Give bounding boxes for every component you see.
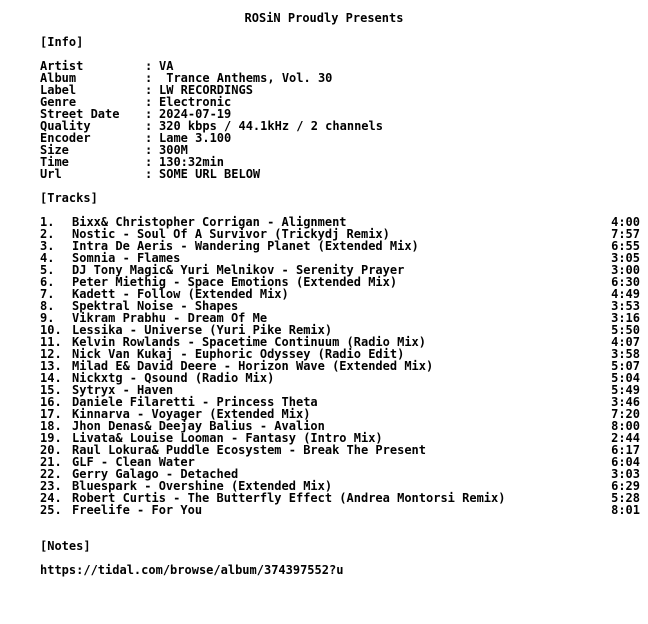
track-duration: 7:57: [611, 227, 640, 241]
info-label: Size: [40, 143, 69, 157]
info-value: 2024-07-19: [159, 107, 232, 121]
track-number: 2.: [40, 227, 55, 241]
info-separator: :: [145, 119, 153, 133]
track-duration: 3:00: [611, 263, 640, 277]
track-title: Jhon Denas& Deejay Balius - Avalion: [72, 419, 325, 433]
track-number: 7.: [40, 287, 55, 301]
track-number: 14.: [40, 371, 62, 385]
info-value: LW RECORDINGS: [159, 83, 253, 97]
track-number: 22.: [40, 467, 62, 481]
track-number: 18.: [40, 419, 62, 433]
track-duration: 8:01: [611, 503, 640, 517]
track-number: 16.: [40, 395, 62, 409]
track-duration: 6:55: [611, 239, 640, 253]
track-number: 25.: [40, 503, 62, 517]
track-duration: 3:16: [611, 311, 640, 325]
info-separator: :: [145, 83, 153, 97]
info-label: Quality: [40, 119, 91, 133]
track-number: 6.: [40, 275, 55, 289]
track-title: DJ Tony Magic& Yuri Melnikov - Serenity Prayer: [72, 263, 405, 277]
track-number: 20.: [40, 443, 62, 457]
tracks-heading: [Tracks]: [40, 191, 98, 205]
info-value: VA: [159, 59, 174, 73]
info-label: Url: [40, 167, 62, 181]
info-value: 130:32min: [159, 155, 225, 169]
info-separator: :: [145, 59, 153, 73]
track-number: 3.: [40, 239, 55, 253]
info-separator: :: [145, 167, 153, 181]
track-title: Raul Lokura& Puddle Ecosystem - Break The Present: [72, 443, 427, 457]
track-number: 15.: [40, 383, 62, 397]
track-title: Nick Van Kukaj - Euphoric Odyssey (Radio Edit): [72, 347, 405, 361]
track-title: Lessika - Universe (Yuri Pike Remix): [72, 323, 333, 337]
track-duration: 3:58: [611, 347, 640, 361]
track-number: 12.: [40, 347, 62, 361]
track-title: Nostic - Soul Of A Survivor (Trickydj Remix): [72, 227, 390, 241]
info-separator: :: [145, 95, 153, 109]
info-label: Street Date: [40, 107, 120, 121]
track-number: 9.: [40, 311, 55, 325]
track-duration: 6:04: [611, 455, 640, 469]
track-duration: 3:03: [611, 467, 640, 481]
info-label: Album: [40, 71, 77, 85]
track-number: 13.: [40, 359, 62, 373]
track-number: 21.: [40, 455, 62, 469]
track-number: 8.: [40, 299, 55, 313]
notes-url: https://tidal.com/browse/album/374397552?u: [40, 563, 344, 577]
track-duration: 5:49: [611, 383, 640, 397]
track-duration: 3:46: [611, 395, 640, 409]
info-value: Lame 3.100: [159, 131, 232, 145]
info-label: Genre: [40, 95, 77, 109]
track-number: 1.: [40, 215, 55, 229]
track-duration: 5:50: [611, 323, 640, 337]
track-number: 5.: [40, 263, 55, 277]
track-title: GLF - Clean Water: [72, 455, 195, 469]
info-separator: :: [145, 71, 153, 85]
info-label: Time: [40, 155, 69, 169]
track-duration: 4:07: [611, 335, 640, 349]
notes-heading: [Notes]: [40, 539, 91, 553]
info-separator: :: [145, 107, 153, 121]
info-label: Artist: [40, 59, 84, 73]
track-duration: 5:28: [611, 491, 640, 505]
track-title: Daniele Filaretti - Princess Theta: [72, 395, 318, 409]
track-title: Bluespark - Overshine (Extended Mix): [72, 479, 333, 493]
info-label: Label: [40, 83, 77, 97]
track-title: Peter Miethig - Space Emotions (Extended Mix): [72, 275, 398, 289]
info-value: Trance Anthems, Vol. 30: [159, 71, 333, 85]
track-title: Nickxtg - Qsound (Radio Mix): [72, 371, 275, 385]
track-number: 11.: [40, 335, 62, 349]
track-title: Vikram Prabhu - Dream Of Me: [72, 311, 268, 325]
track-duration: 5:07: [611, 359, 640, 373]
track-number: 10.: [40, 323, 62, 337]
track-title: Kadett - Follow (Extended Mix): [72, 287, 289, 301]
track-title: Gerry Galago - Detached: [72, 467, 239, 481]
track-duration: 6:17: [611, 443, 640, 457]
track-duration: 6:29: [611, 479, 640, 493]
track-duration: 3:53: [611, 299, 640, 313]
info-separator: :: [145, 155, 153, 169]
page-title: ROSiN Proudly Presents: [244, 11, 404, 25]
track-duration: 3:05: [611, 251, 640, 265]
track-number: 4.: [40, 251, 55, 265]
track-title: Kinnarva - Voyager (Extended Mix): [72, 407, 311, 421]
info-value: SOME URL BELOW: [159, 167, 261, 181]
track-title: Livata& Louise Looman - Fantasy (Intro Mix): [72, 431, 383, 445]
info-value: 320 kbps / 44.1kHz / 2 channels: [159, 119, 383, 133]
info-value: 300M: [159, 143, 188, 157]
info-separator: :: [145, 143, 153, 157]
track-title: Robert Curtis - The Butterfly Effect (Andrea Montorsi Remix): [72, 491, 506, 505]
track-title: Kelvin Rowlands - Spacetime Continuum (Radio Mix): [72, 335, 427, 349]
track-number: 23.: [40, 479, 62, 493]
track-duration: 4:00: [611, 215, 640, 229]
track-number: 17.: [40, 407, 62, 421]
track-number: 19.: [40, 431, 62, 445]
track-title: Sytryx - Haven: [72, 383, 174, 397]
track-duration: 4:49: [611, 287, 640, 301]
track-duration: 7:20: [611, 407, 640, 421]
track-title: Milad E& David Deere - Horizon Wave (Extended Mix): [72, 359, 434, 373]
info-label: Encoder: [40, 131, 91, 145]
info-value: Electronic: [159, 95, 232, 109]
track-duration: 8:00: [611, 419, 640, 433]
track-title: Freelife - For You: [72, 503, 203, 517]
info-separator: :: [145, 131, 153, 145]
track-title: Intra De Aeris - Wandering Planet (Extended Mix): [72, 239, 419, 253]
track-number: 24.: [40, 491, 62, 505]
track-title: Spektral Noise - Shapes: [72, 299, 239, 313]
track-duration: 5:04: [611, 371, 640, 385]
track-title: Bixx& Christopher Corrigan - Alignment: [72, 215, 347, 229]
track-duration: 2:44: [611, 431, 640, 445]
track-title: Somnia - Flames: [72, 251, 181, 265]
track-duration: 6:30: [611, 275, 640, 289]
info-heading: [Info]: [40, 35, 84, 49]
